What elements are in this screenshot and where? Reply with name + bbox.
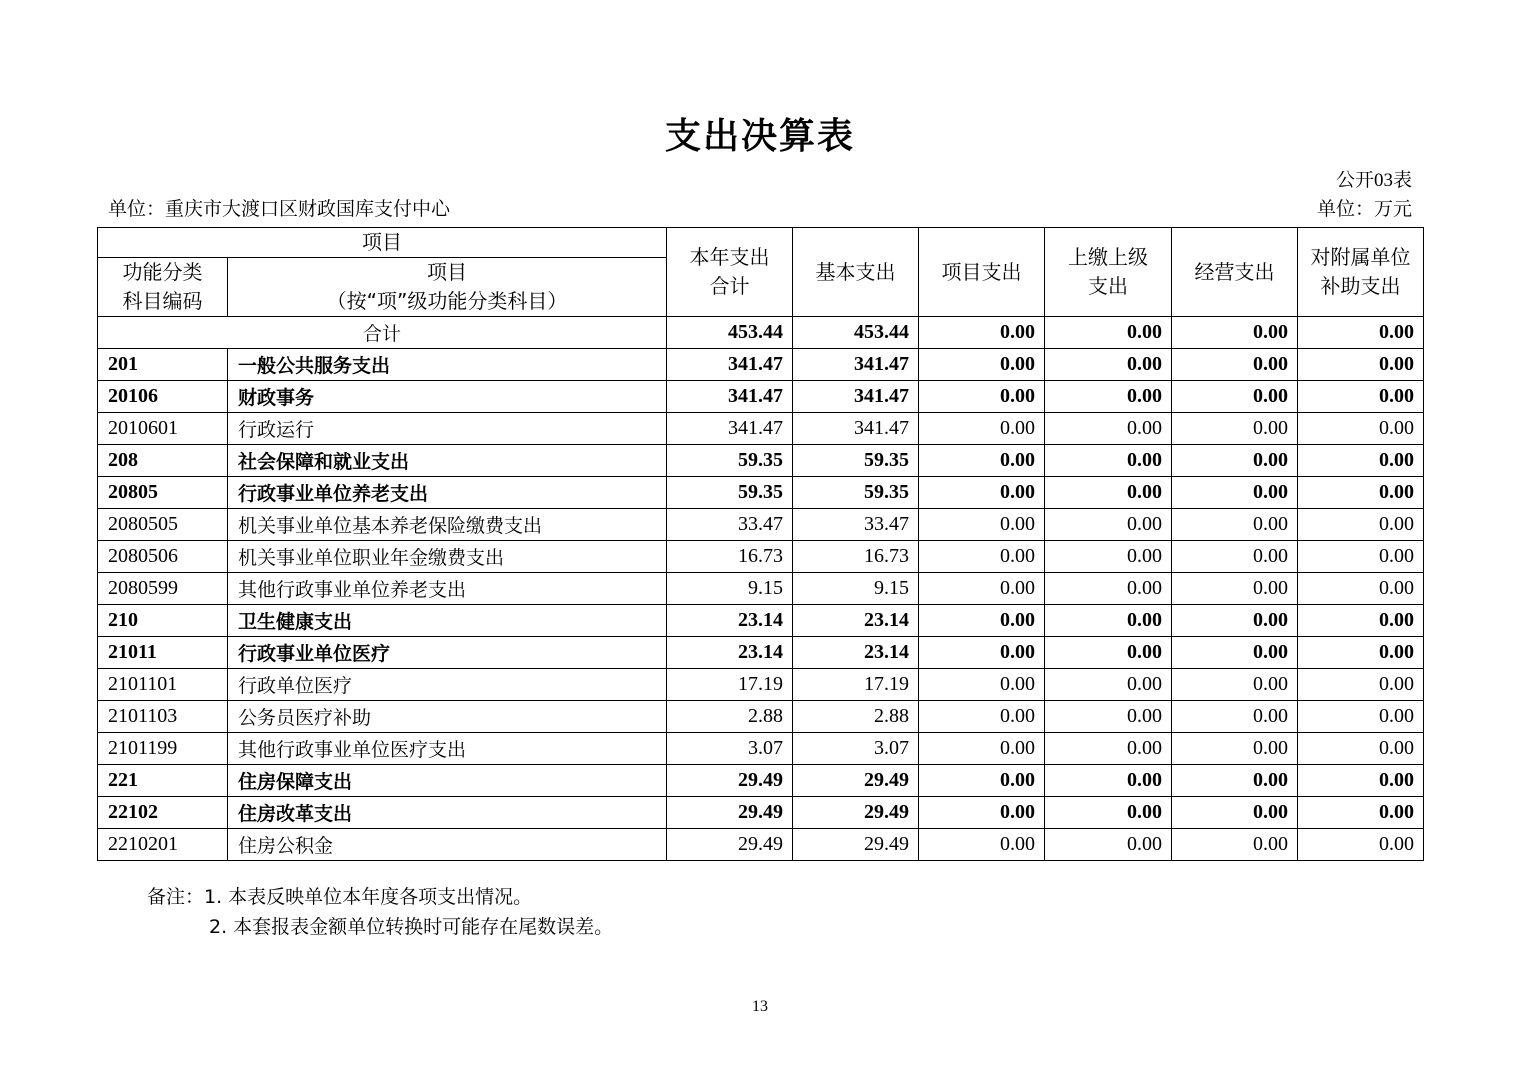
- row-value: 0.00: [1045, 605, 1172, 637]
- row-value: 0.00: [919, 573, 1045, 605]
- header-upper-line2: 支出: [1088, 274, 1128, 298]
- row-value: 0.00: [1172, 509, 1298, 541]
- row-value: 0.00: [919, 381, 1045, 413]
- row-name: 财政事务: [228, 381, 667, 413]
- header-code-line2: 科目编码: [122, 289, 203, 313]
- table-row: [98, 637, 1424, 669]
- row-value: 341.47: [667, 381, 793, 413]
- row-code: 2080506: [98, 541, 228, 573]
- table-row: [98, 669, 1424, 701]
- total-value: 0.00: [1045, 317, 1172, 349]
- header-upper: [1045, 228, 1172, 317]
- row-name: 住房改革支出: [228, 797, 667, 829]
- row-value: 2.88: [793, 701, 919, 733]
- note-line-1: 备注：1. 本表反映单位本年度各项支出情况。: [147, 886, 533, 908]
- row-value: 0.00: [919, 765, 1045, 797]
- row-value: 0.00: [919, 349, 1045, 381]
- row-code: 221: [98, 765, 228, 797]
- row-code: 201: [98, 349, 228, 381]
- row-value: 0.00: [919, 637, 1045, 669]
- total-value: 453.44: [793, 317, 919, 349]
- table-row: [98, 477, 1424, 509]
- row-value: 0.00: [919, 669, 1045, 701]
- total-value: 453.44: [667, 317, 793, 349]
- row-value: 33.47: [793, 509, 919, 541]
- row-value: 29.49: [793, 797, 919, 829]
- table-row: [98, 701, 1424, 733]
- row-value: 9.15: [667, 573, 793, 605]
- row-value: 23.14: [793, 605, 919, 637]
- header-total: [667, 228, 793, 317]
- row-value: 0.00: [1172, 349, 1298, 381]
- row-value: 0.00: [1045, 797, 1172, 829]
- row-value: 0.00: [1298, 445, 1424, 477]
- row-value: 59.35: [793, 445, 919, 477]
- header-item-line2: （按“项”级功能分类科目）: [326, 289, 568, 313]
- row-code: 2101199: [98, 733, 228, 765]
- row-value: 16.73: [667, 541, 793, 573]
- row-value: 0.00: [1298, 765, 1424, 797]
- table-row: [98, 765, 1424, 797]
- row-value: 3.07: [793, 733, 919, 765]
- row-name: 其他行政事业单位医疗支出: [228, 733, 667, 765]
- row-value: 0.00: [1172, 413, 1298, 445]
- page-title: 支出决算表: [664, 116, 855, 157]
- expenditure-table: [97, 227, 1424, 861]
- row-value: 0.00: [1172, 829, 1298, 861]
- row-value: 0.00: [1172, 797, 1298, 829]
- header-code: [98, 258, 228, 317]
- row-value: 59.35: [667, 445, 793, 477]
- row-value: 0.00: [1298, 413, 1424, 445]
- row-value: 23.14: [667, 637, 793, 669]
- row-value: 0.00: [919, 829, 1045, 861]
- total-label: 合计: [98, 317, 667, 349]
- row-value: 16.73: [793, 541, 919, 573]
- row-value: 0.00: [1045, 765, 1172, 797]
- row-value: 0.00: [1298, 701, 1424, 733]
- row-name: 机关事业单位职业年金缴费支出: [228, 541, 667, 573]
- table-row: [98, 509, 1424, 541]
- row-value: 29.49: [793, 829, 919, 861]
- unit-currency: 单位：万元: [1316, 199, 1412, 220]
- row-value: 0.00: [919, 413, 1045, 445]
- table-row: [98, 445, 1424, 477]
- header-subsidy: [1298, 228, 1424, 317]
- row-value: 29.49: [667, 765, 793, 797]
- row-code: 2101101: [98, 669, 228, 701]
- row-value: 0.00: [1045, 701, 1172, 733]
- row-code: 20106: [98, 381, 228, 413]
- header-project: 项目: [98, 228, 667, 258]
- row-value: 9.15: [793, 573, 919, 605]
- row-code: 2210201: [98, 829, 228, 861]
- row-code: 21011: [98, 637, 228, 669]
- row-code: 2101103: [98, 701, 228, 733]
- row-code: 2010601: [98, 413, 228, 445]
- page-number: 13: [752, 998, 768, 1015]
- row-value: 0.00: [1045, 413, 1172, 445]
- row-value: 341.47: [667, 349, 793, 381]
- row-name: 行政单位医疗: [228, 669, 667, 701]
- row-value: 0.00: [1172, 669, 1298, 701]
- row-value: 0.00: [1172, 605, 1298, 637]
- table-row: [98, 381, 1424, 413]
- row-value: 0.00: [1045, 445, 1172, 477]
- header-total-line1: 本年支出: [689, 245, 770, 269]
- row-value: 0.00: [1045, 637, 1172, 669]
- row-value: 341.47: [793, 381, 919, 413]
- row-value: 0.00: [1172, 381, 1298, 413]
- unit-organization: 单位：重庆市大渡口区财政国库支付中心: [108, 199, 451, 220]
- row-value: 0.00: [1298, 541, 1424, 573]
- row-value: 0.00: [1172, 477, 1298, 509]
- row-name: 行政事业单位养老支出: [228, 477, 667, 509]
- row-value: 0.00: [1298, 829, 1424, 861]
- row-name: 住房公积金: [228, 829, 667, 861]
- row-value: 0.00: [1045, 829, 1172, 861]
- row-value: 341.47: [793, 413, 919, 445]
- row-value: 0.00: [1298, 797, 1424, 829]
- row-value: 3.07: [667, 733, 793, 765]
- row-name: 卫生健康支出: [228, 605, 667, 637]
- row-value: 17.19: [667, 669, 793, 701]
- row-value: 17.19: [793, 669, 919, 701]
- row-name: 机关事业单位基本养老保险缴费支出: [228, 509, 667, 541]
- row-value: 341.47: [793, 349, 919, 381]
- row-value: 0.00: [1298, 477, 1424, 509]
- row-name: 社会保障和就业支出: [228, 445, 667, 477]
- note-line-2: 2. 本套报表金额单位转换时可能存在尾数误差。: [209, 916, 614, 938]
- header-upper-line1: 上缴上级: [1068, 245, 1148, 269]
- row-value: 0.00: [1298, 573, 1424, 605]
- total-value: 0.00: [1298, 317, 1424, 349]
- row-value: 341.47: [667, 413, 793, 445]
- row-value: 29.49: [667, 829, 793, 861]
- row-value: 0.00: [1045, 381, 1172, 413]
- row-value: 33.47: [667, 509, 793, 541]
- row-value: 29.49: [793, 765, 919, 797]
- row-value: 0.00: [1045, 349, 1172, 381]
- total-value: 0.00: [1172, 317, 1298, 349]
- row-name: 行政运行: [228, 413, 667, 445]
- row-name: 住房保障支出: [228, 765, 667, 797]
- header-project-expense: 项目支出: [919, 228, 1045, 317]
- header-basic: 基本支出: [793, 228, 919, 317]
- notes: [147, 882, 613, 942]
- row-value: 0.00: [1172, 637, 1298, 669]
- table-row: [98, 797, 1424, 829]
- header-subsidy-line2: 补助支出: [1320, 274, 1401, 298]
- row-value: 0.00: [1045, 669, 1172, 701]
- row-name: 行政事业单位医疗: [228, 637, 667, 669]
- header-business: 经营支出: [1172, 228, 1298, 317]
- row-value: 0.00: [1298, 349, 1424, 381]
- row-value: 0.00: [1045, 573, 1172, 605]
- row-value: 29.49: [667, 797, 793, 829]
- row-name: 其他行政事业单位养老支出: [228, 573, 667, 605]
- row-value: 0.00: [919, 477, 1045, 509]
- row-value: 23.14: [793, 637, 919, 669]
- row-value: 0.00: [1298, 637, 1424, 669]
- row-value: 2.88: [667, 701, 793, 733]
- table-row: [98, 733, 1424, 765]
- row-code: 2080505: [98, 509, 228, 541]
- row-name: 公务员医疗补助: [228, 701, 667, 733]
- row-code: 210: [98, 605, 228, 637]
- row-value: 0.00: [1298, 733, 1424, 765]
- table-row: [98, 829, 1424, 861]
- header-subsidy-line1: 对附属单位: [1310, 245, 1411, 269]
- row-value: 0.00: [919, 509, 1045, 541]
- header-item-line1: 项目: [427, 260, 467, 284]
- total-value: 0.00: [919, 317, 1045, 349]
- row-value: 0.00: [1172, 765, 1298, 797]
- row-code: 2080599: [98, 573, 228, 605]
- header-total-line2: 合计: [709, 274, 750, 298]
- header-code-line1: 功能分类: [122, 260, 203, 284]
- row-value: 0.00: [1172, 573, 1298, 605]
- row-value: 0.00: [1045, 477, 1172, 509]
- row-value: 0.00: [1172, 541, 1298, 573]
- row-value: 0.00: [1298, 669, 1424, 701]
- row-name: 一般公共服务支出: [228, 349, 667, 381]
- row-value: 0.00: [1045, 733, 1172, 765]
- total-row: [98, 317, 1424, 349]
- row-code: 22102: [98, 797, 228, 829]
- table-row: [98, 413, 1424, 445]
- row-value: 0.00: [919, 733, 1045, 765]
- row-value: 0.00: [919, 605, 1045, 637]
- table-row: [98, 605, 1424, 637]
- row-value: 0.00: [1045, 509, 1172, 541]
- table-row: [98, 541, 1424, 573]
- row-value: 0.00: [1298, 605, 1424, 637]
- row-value: 0.00: [919, 445, 1045, 477]
- row-value: 0.00: [1298, 381, 1424, 413]
- row-value: 59.35: [793, 477, 919, 509]
- row-value: 0.00: [1172, 733, 1298, 765]
- row-code: 208: [98, 445, 228, 477]
- row-value: 0.00: [1172, 701, 1298, 733]
- row-value: 0.00: [1172, 445, 1298, 477]
- row-value: 59.35: [667, 477, 793, 509]
- row-value: 0.00: [1045, 541, 1172, 573]
- header-item: [228, 258, 667, 317]
- table-row: [98, 349, 1424, 381]
- row-value: 0.00: [919, 541, 1045, 573]
- row-value: 0.00: [1298, 509, 1424, 541]
- row-value: 0.00: [919, 797, 1045, 829]
- row-value: 23.14: [667, 605, 793, 637]
- row-code: 20805: [98, 477, 228, 509]
- row-value: 0.00: [919, 701, 1045, 733]
- table-row: [98, 573, 1424, 605]
- form-number: 公开03表: [1335, 170, 1412, 191]
